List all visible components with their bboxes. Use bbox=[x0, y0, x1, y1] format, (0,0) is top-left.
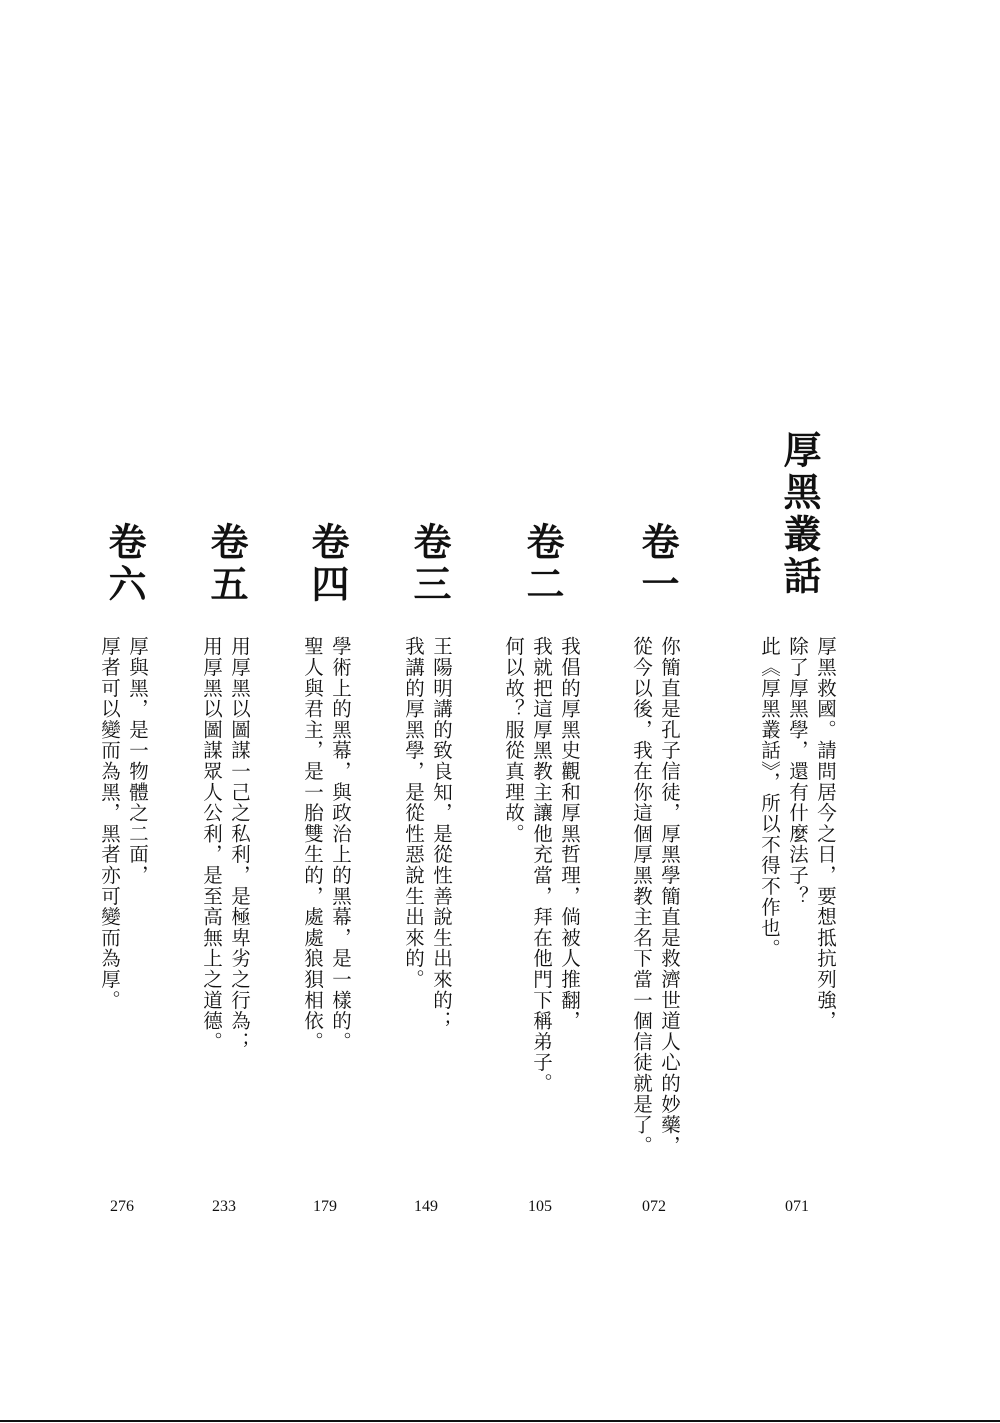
volume-6-page-number: 276 bbox=[110, 1198, 134, 1215]
volume-1-page-number: 072 bbox=[642, 1198, 666, 1215]
intro-title: 厚黑叢話 bbox=[777, 430, 822, 598]
intro-line-3: 此《厚黑叢話》，所以不得不作也。 bbox=[758, 636, 781, 960]
volume-6-line-1: 厚與黑，是一物體之二面， bbox=[126, 636, 149, 886]
page-bottom-border bbox=[0, 1420, 1000, 1422]
volume-2-line-3: 何以故？服從真理故。 bbox=[502, 636, 525, 844]
volume-2-title: 卷二 bbox=[520, 522, 565, 606]
volume-3-line-1: 王陽明講的致良知，是從性善說生出來的； bbox=[430, 636, 453, 1032]
volume-2-page-number: 105 bbox=[528, 1198, 552, 1215]
volume-1-line-2: 從今以後，我在你這個厚黑教主名下當一個信徒就是了。 bbox=[630, 636, 653, 1156]
volume-5-page-number: 233 bbox=[212, 1198, 236, 1215]
volume-2-line-1: 我倡的厚黑史觀和厚黑哲理，倘被人推翻， bbox=[558, 636, 581, 1032]
intro-line-1: 厚黑救國。請問居今之日，要想抵抗列強， bbox=[814, 636, 837, 1032]
volume-4-title: 卷四 bbox=[305, 522, 350, 606]
volume-3-title: 卷三 bbox=[407, 522, 452, 606]
volume-4-page-number: 179 bbox=[313, 1198, 337, 1215]
volume-4-line-2: 聖人與君主，是一胎雙生的，處處狼狽相依。 bbox=[301, 636, 324, 1052]
volume-1-line-1: 你簡直是孔子信徒，厚黑學簡直是救濟世道人心的妙藥， bbox=[658, 636, 681, 1156]
volume-3-line-2: 我講的厚黑學，是從性惡說生出來的。 bbox=[402, 636, 425, 990]
volume-6-line-2: 厚者可以變而為黑，黑者亦可變而為厚。 bbox=[98, 636, 121, 1011]
volume-4-line-1: 學術上的黑幕，與政治上的黑幕，是一樣的。 bbox=[329, 636, 352, 1052]
volume-5-title: 卷五 bbox=[204, 522, 249, 606]
intro-line-2: 除了厚黑學，還有什麼法子？ bbox=[786, 636, 809, 907]
volume-6-title: 卷六 bbox=[102, 522, 147, 606]
volume-3-page-number: 149 bbox=[414, 1198, 438, 1215]
volume-5-line-1: 用厚黑以圖謀一己之私利，是極卑劣之行為； bbox=[228, 636, 251, 1052]
volume-2-line-2: 我就把這厚黑教主讓他充當，拜在他門下稱弟子。 bbox=[530, 636, 553, 1094]
intro-page-number: 071 bbox=[785, 1198, 809, 1215]
volume-1-title: 卷一 bbox=[635, 522, 680, 606]
volume-5-line-2: 用厚黑以圖謀眾人公利，是至高無上之道德。 bbox=[200, 636, 223, 1052]
